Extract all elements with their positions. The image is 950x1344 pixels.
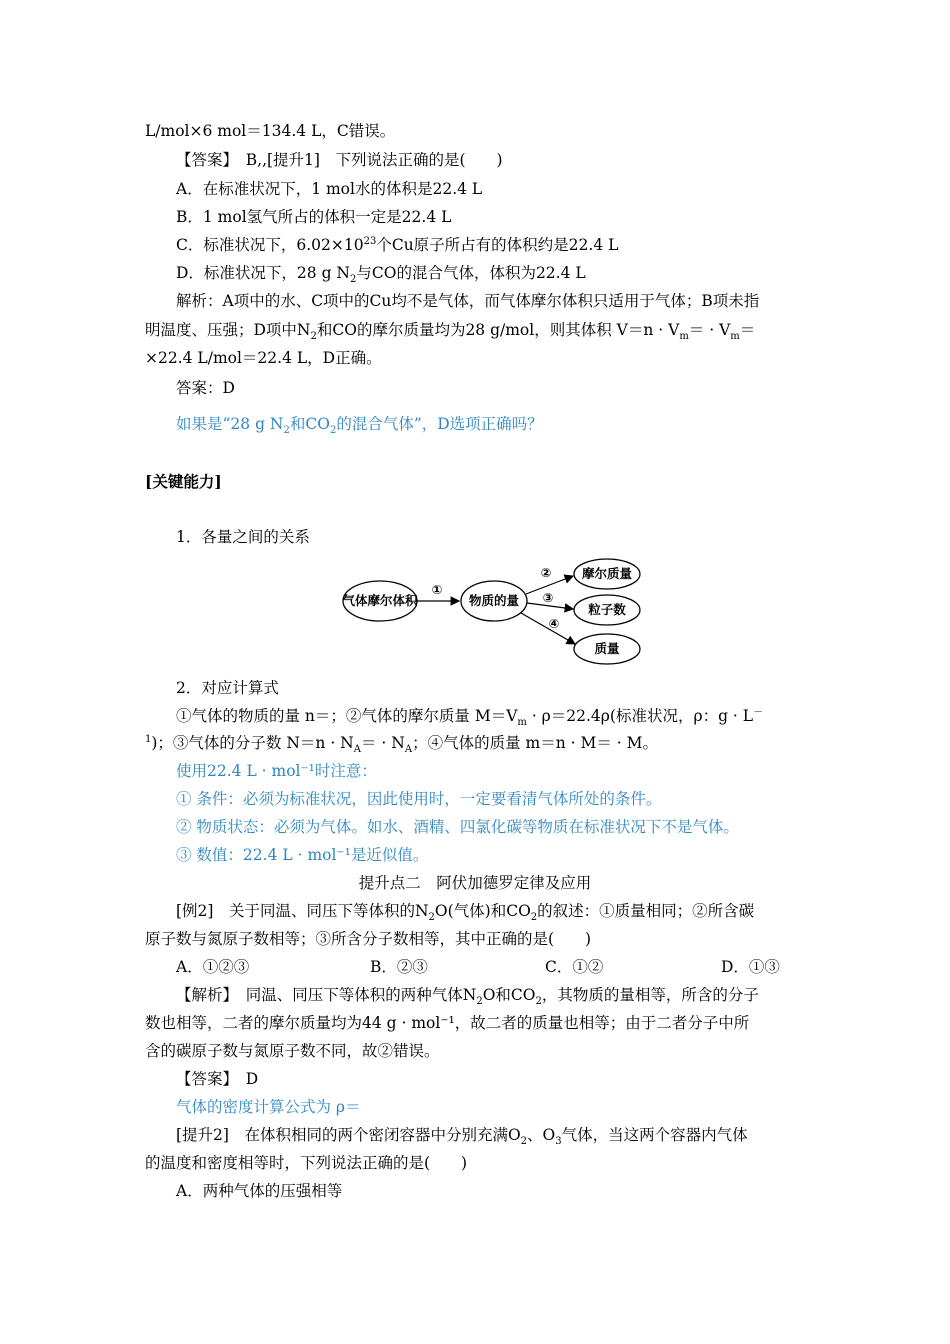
section-title: 提升点二 阿伏加德罗定律及应用 — [358, 874, 592, 892]
analysis-line: 解析：A项中的水、C项中的Cu均不是气体，而气体摩尔体积只适用于气体；B项未指 — [176, 292, 760, 310]
marker-2: ② — [540, 565, 552, 580]
note-line: ② 物质状态：必须为气体。如水、酒精、四氯化碳等物质在标准状况下不是气体。 — [176, 818, 739, 836]
analysis-line: 数也相等，二者的摩尔质量均为44 g · mol⁻¹，故二者的质量也相等；由于二者分子中所 — [145, 1014, 750, 1032]
analysis-line: 明温度、压强；D项中$N_2$和CO的摩尔质量均为28 g/mol，则其体积 $V=n \cdot V_m= \cdot V_m=$ — [145, 321, 756, 343]
option-b: B．1 mol氢气所占的体积一定是22.4 L — [176, 208, 452, 226]
example-line: [例2] 关于同温、同压下等体积的$N_2O$(气体)和$CO_2$的叙述：①质量相同；②所含碳 — [176, 902, 755, 924]
formula-line: $^1$)；③气体的分子数 $N=n \cdot N_A= \cdot N_A$；④气体的质量 m＝n · M＝ · M。 — [145, 733, 658, 756]
answer-line: 【答案】 D — [176, 1070, 259, 1088]
source-label: 气体摩尔体积 — [342, 593, 418, 608]
formula-line: ①气体的物质的量 n＝；②气体的摩尔质量 $M=V_m \cdot \rho=22.4\rho$(标准状况，ρ：g · L－ — [176, 706, 764, 729]
option-a: A．在标准状况下，1 mol水的体积是22.4 L — [176, 180, 483, 198]
note-line: ③ 数值：22.4 L · mol⁻¹是近似值。 — [176, 846, 429, 864]
option-a: A．两种气体的压强相等 — [176, 1182, 343, 1200]
analysis-line: 【解析】 同温、同压下等体积的两种气体$N_2O$和$CO_2$，其物质的量相等，所含的分子 — [176, 986, 759, 1008]
marker-4: ④ — [548, 616, 560, 631]
density-formula: 气体的密度计算公式为 ρ＝ — [176, 1098, 361, 1116]
example-line: 原子数与氮原子数相等；③所含分子数相等，其中正确的是( ) — [145, 930, 592, 948]
marker-1: ① — [431, 582, 443, 597]
target-label: 粒子数 — [588, 602, 626, 617]
question-line: 的温度和密度相等时，下列说法正确的是( ) — [145, 1154, 468, 1172]
answer-line: 【答案】 B,,[提升1] 下列说法正确的是( ) — [176, 151, 503, 169]
subheading: 1．各量之间的关系 — [176, 528, 310, 546]
option-c: C．标准状况下，$6.02\times 10^{23}$个Cu原子所占有的体积约是22.4 L — [176, 235, 619, 254]
option-a: A．①②③ — [176, 958, 250, 976]
target-label: 质量 — [594, 641, 620, 656]
note-line: ① 条件：必须为标准状况，因此使用时，一定要看清气体所处的条件。 — [176, 790, 662, 808]
text-line: L/mol×6 mol＝134.4 L，C错误。 — [145, 122, 396, 140]
note-line: 使用22.4 L · mol⁻¹时注意： — [176, 762, 377, 780]
relationship-diagram — [335, 558, 655, 670]
option-d: D．标准状况下，28 g $N_2$与CO的混合气体，体积为22.4 L — [176, 264, 586, 286]
option-c: C．①② — [545, 958, 604, 976]
analysis-line: ×22.4 L/mol＝22.4 L，D正确。 — [145, 349, 382, 367]
hint-question: 如果是“28 g $N_2$和$CO_2$的混合气体”，D选项正确吗？ — [176, 415, 543, 437]
option-b: B．②③ — [370, 958, 428, 976]
answer-line: 答案：D — [176, 379, 235, 397]
option-d: D．①③ — [721, 958, 780, 976]
marker-3: ③ — [542, 590, 554, 605]
section-heading: [关键能力] — [145, 472, 222, 491]
subheading: 2．对应计算式 — [176, 679, 279, 697]
target-label: 摩尔质量 — [581, 566, 633, 581]
question-line: [提升2] 在体积相同的两个密闭容器中分别充满$O_2$、$O_3$气体，当这两个容器内气体 — [176, 1126, 748, 1148]
analysis-line: 含的碳原子数与氮原子数不同，故②错误。 — [145, 1042, 440, 1060]
middle-label: 物质的量 — [468, 593, 520, 608]
